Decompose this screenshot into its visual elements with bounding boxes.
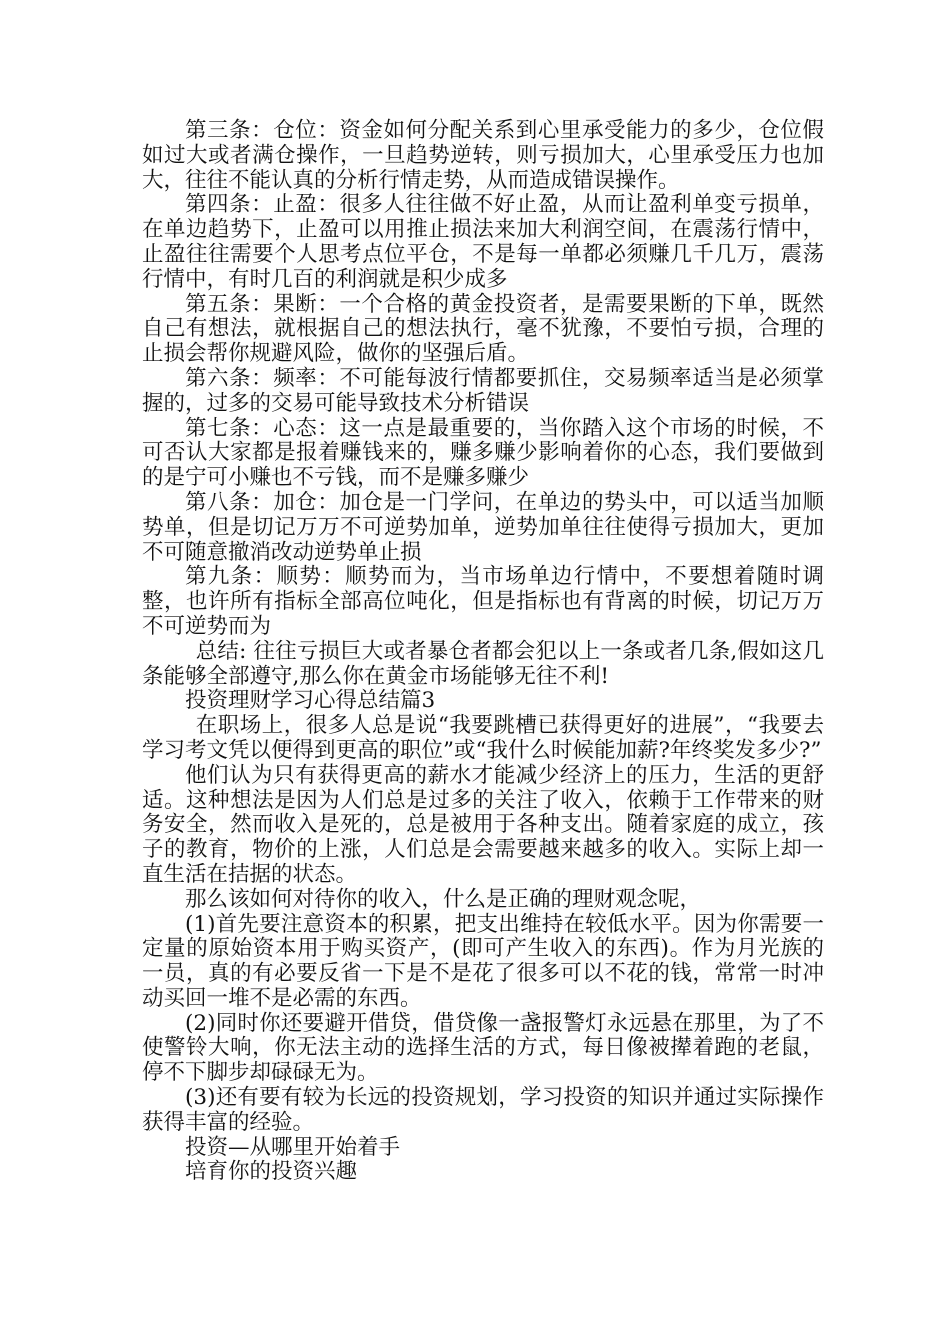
- paragraph-summary: 总结: 往往亏损巨大或者暴仓者都会犯以上一条或者几条,假如这几条能够全部遵守,那么你在黄金市场能够无往不利!: [142, 638, 824, 689]
- paragraph-rule-9-trend: 第九条：顺势：顺势而为，当市场单边行情中，不要想着随时调整，也许所有指标全部高位吨化，但是指标也有背离的时候，切记万万不可逆势而为: [142, 564, 824, 639]
- subheading-where-to-start: 投资—从哪里开始着手: [185, 1134, 401, 1160]
- paragraph-point-3: (3)还有要有较为长远的投资规划，学习投资的知识并通过实际操作获得丰富的经验。: [142, 1085, 824, 1135]
- paragraph-workplace: 在职场上，很多人总是说“我要跳槽已获得更好的进展”，“我要去学习考文凭以便得到更高的职位”或“我什么时候能加薪?年终奖发多少?”: [142, 713, 824, 763]
- paragraph-rule-4-take-profit: 第四条：止盈：很多人往往做不好止盈，从而让盈利单变亏损单，在单边趋势下，止盈可以用推止损法来加大利润空间，在震荡行情中，止盈往往需要个人思考点位平仓，不是每一单都必须赚几千几万，震荡行情中，有时几百的利润就是积少成多: [142, 192, 824, 292]
- paragraph-rule-8-add-position: 第八条：加仓：加仓是一门学问，在单边的势头中，可以适当加顺势单，但是切记万万不可逆势加单，逆势加单往往使得亏损加大，更加不可随意撤消改动逆势单止损: [142, 489, 824, 565]
- paragraph-rule-6-frequency: 第六条：频率：不可能每波行情都要抓住，交易频率适当是必须掌握的，过多的交易可能导致技术分析错误: [142, 365, 824, 416]
- document-body: [142, 119, 824, 1185]
- paragraph-salary: 他们认为只有获得更高的薪水才能减少经济上的压力，生活的更舒适。这种想法是因为人们总是过多的关注了收入，依赖于工作带来的财务安全，然而收入是死的，总是被用于各种支出。随着家庭的成立，孩子的教育，物价的上涨，人们总是会需要越来越多的收入。实际上却一直生活在拮据的状态。: [142, 762, 824, 887]
- paragraph-rule-7-mindset: 第七条：心态：这一点是最重要的，当你踏入这个市场的时候，不可否认大家都是报着赚钱来的，赚多赚少影响着你的心态，我们要做到的是宁可小赚也不亏钱，而不是赚多赚少: [142, 415, 824, 491]
- section-heading-part-3: 投资理财学习心得总结篇3: [185, 688, 436, 714]
- paragraph-point-2: (2)同时你还要避开借贷，借贷像一盏报警灯永远悬在那里，为了不使警铃大响，你无法主动的选择生活的方式，每日像被撵着跑的老鼠，停不下脚步却碌碌无为。: [142, 1010, 824, 1086]
- paragraph-question: 那么该如何对待你的收入，什么是正确的理财观念呢，: [185, 886, 702, 912]
- paragraph-rule-5-decisiveness: 第五条：果断：一个合格的黄金投资者，是需要果断的下单，既然自己有想法，就根据自己的想法执行，毫不犹豫，不要怕亏损，合理的止损会帮你规避风险，做你的坚强后盾。: [142, 291, 824, 367]
- paragraph-point-1: (1)首先要注意资本的积累，把支出维持在较低水平。因为你需要一定量的原始资本用于购买资产，(即可产生收入的东西)。作为月光族的一员，真的有必要反省一下是不是花了很多可以不花的钱，常常一时冲动买回一堆不是必需的东西。: [142, 911, 824, 1011]
- subheading-cultivate-interest: 培育你的投资兴趣: [185, 1159, 358, 1185]
- paragraph-rule-3-position: 第三条：仓位：资金如何分配关系到心里承受能力的多少，仓位假如过大或者满仓操作，一旦趋势逆转，则亏损加大，心里承受压力也加大，往往不能认真的分析行情走势，从而造成错误操作。: [142, 118, 824, 193]
